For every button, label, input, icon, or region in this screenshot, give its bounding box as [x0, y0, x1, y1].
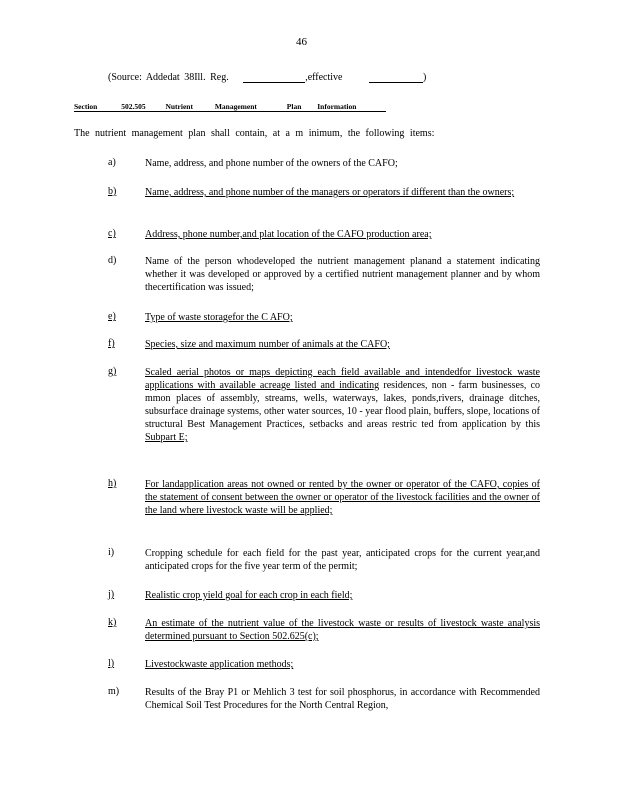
- section-heading: [74, 102, 386, 112]
- item-label: k): [108, 617, 117, 628]
- item-text: Address, phone number,and plat location of the CAFO production area;: [145, 229, 432, 240]
- section-label: Section: [74, 102, 98, 111]
- item-label: g): [108, 366, 117, 377]
- source-effective: ,effective: [305, 72, 343, 83]
- section-title-word-3: Plan: [286, 102, 302, 111]
- item-label: d): [108, 255, 117, 266]
- page-number: 46: [296, 36, 307, 48]
- item-text: Name, address, and phone number of the owners of the CAFO;: [145, 158, 398, 169]
- section-title-word-2: Management: [214, 102, 257, 111]
- section-title-word-1: Nutrient: [165, 102, 193, 111]
- item-label: l): [108, 658, 115, 669]
- section-title-word-4: Information: [317, 102, 357, 111]
- item-text-tail: Subpart E;: [145, 432, 188, 443]
- item-label: a): [108, 157, 116, 168]
- item-text: Type of waste storagefor the C AFO;: [145, 312, 293, 323]
- intro-paragraph: The nutrient management plan shall contain, at a m inimum, the following items:: [74, 128, 435, 139]
- section-number: 502.505: [121, 102, 146, 111]
- item-label: b): [108, 186, 117, 197]
- item-text-underlined: Scaled aerial photos or maps depicting each field available and intendedfor livestock waste applications with available acreage listed and indicating: [145, 367, 540, 391]
- effective-date-blank: [369, 72, 423, 83]
- item-text-block: [145, 366, 540, 444]
- item-label: c): [108, 228, 116, 239]
- item-label: h): [108, 478, 117, 489]
- item-text: residences, non - farm businesses, co mmon places of assembly, streams, wells, waterways, lakes, ponds,rivers, drainage ditches, subsurface drainage systems, other water sources, 10 - year flood plain, buffers, slope, locations of structural Best Management Practices, setbacks and areas restric ted from application by this: [145, 380, 541, 430]
- register-blank: [243, 72, 305, 83]
- item-label: j): [108, 589, 115, 600]
- item-text: Species, size and maximum number of animals at the CAFO;: [145, 339, 390, 350]
- source-line: [108, 72, 426, 83]
- source-prefix: (Source: Addedat 38Ill. Reg.: [108, 72, 229, 83]
- item-label: m): [108, 686, 120, 697]
- item-text: Name of the person whodeveloped the nutrient management planand a statement indicating whether it was developed or approved by a certified nutrient management planner and by whom thecertification was issued;: [145, 256, 540, 293]
- item-text: Livestockwaste application methods;: [145, 659, 294, 670]
- item-text: Cropping schedule for each field for the past year, anticipated crops for the current year,and anticipated crops for the five year term of the permit;: [145, 548, 540, 572]
- item-label: i): [108, 547, 115, 558]
- source-suffix: ): [423, 72, 427, 83]
- item-text: For landapplication areas not owned or rented by the owner or operator of the CAFO, copies of the statement of consent between the owner or operator of the livestock facilities and the owner of the land where livestock waste will be applied;: [145, 479, 540, 516]
- item-text: Realistic crop yield goal for each crop in each field;: [145, 590, 353, 601]
- item-text: Name, address, and phone number of the managers or operators if different than the owners;: [145, 187, 515, 198]
- item-label: f): [108, 338, 115, 349]
- item-text: An estimate of the nutrient value of the livestock waste or results of livestock waste analysis determined pursuant to Section 502.625(c);: [145, 618, 540, 642]
- item-text: Results of the Bray P1 or Mehlich 3 test for soil phosphorus, in accordance with Recommended Chemical Soil Test Procedures for the North Central Region,: [145, 687, 540, 711]
- item-label: e): [108, 311, 116, 322]
